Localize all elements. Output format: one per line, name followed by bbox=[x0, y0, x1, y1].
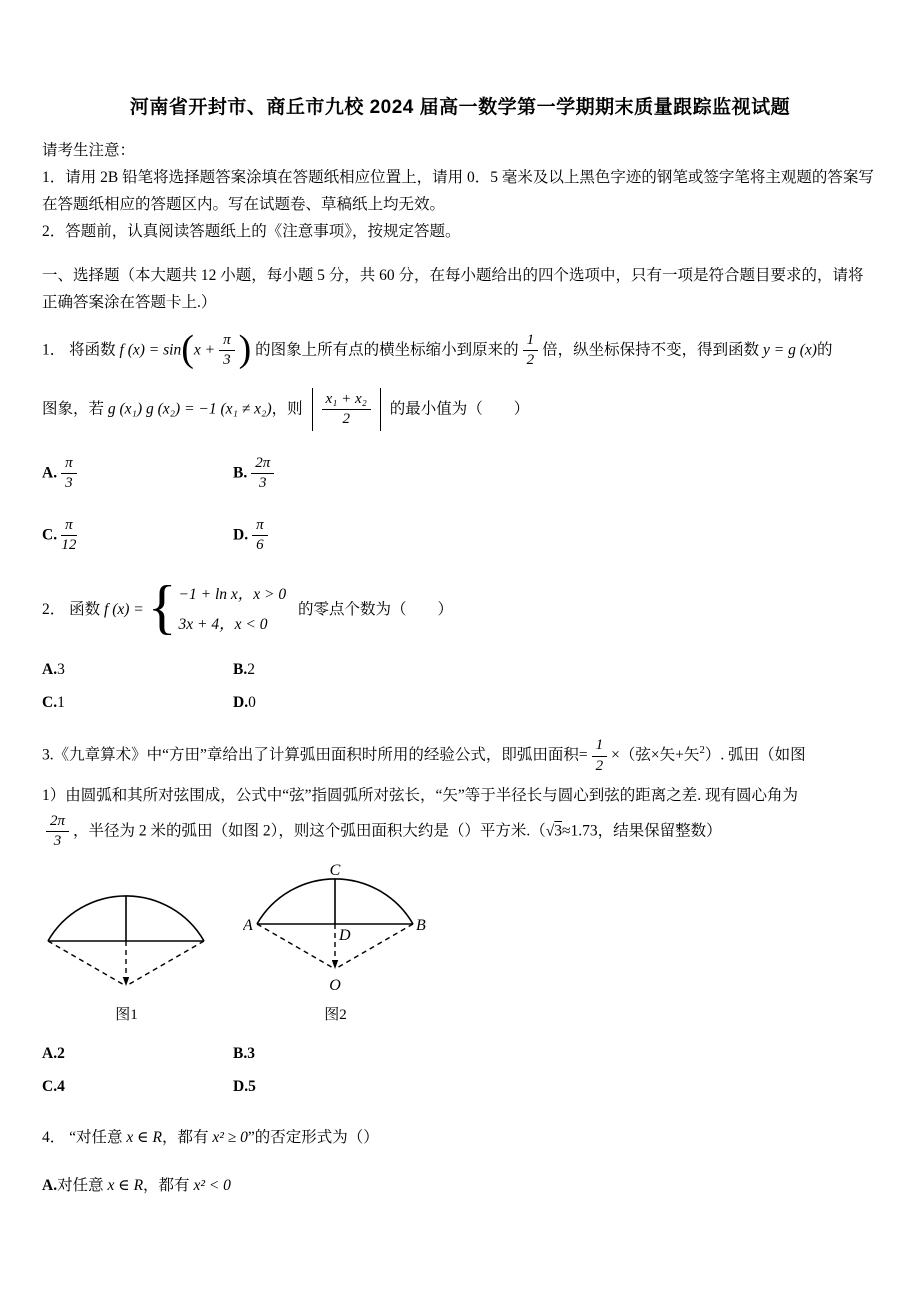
notice-block bbox=[42, 137, 878, 245]
q4a-math-x2lt0: x² < 0 bbox=[193, 1177, 231, 1195]
question-3-line-1 bbox=[42, 737, 878, 775]
q4-text: 4． “对任意 bbox=[42, 1129, 123, 1147]
q1-text: ，则 bbox=[271, 399, 303, 417]
question-3-line-2 bbox=[42, 783, 878, 805]
figure-2-drawing bbox=[243, 864, 428, 996]
q3-text: 1）由圆弧和其所对弦围成，公式中“弦”指圆弧所对弦长，“矢”等于半径长与圆心到弦的距离之差. 现有圆心角为 bbox=[42, 786, 799, 804]
fraction: $\frac{\pi}{12}$ bbox=[61, 516, 77, 553]
q1-text: 的图象上所有点的横坐标缩小到原来的 bbox=[255, 341, 519, 359]
label-C: C bbox=[329, 864, 341, 880]
q3-text: 3.《九章算术》中“方田”章给出了计算弧田面积时所用的经验公式，即弧田面积= bbox=[42, 746, 588, 764]
question-1 bbox=[42, 327, 878, 554]
notice-head: 请考生注意： bbox=[42, 142, 136, 159]
radius-dashed-right bbox=[126, 941, 204, 986]
question-2 bbox=[42, 574, 878, 713]
radius-dashed-left bbox=[257, 924, 335, 969]
q1-text: 1． 将函数 bbox=[42, 341, 116, 359]
figure-1-caption: 图1 bbox=[115, 1007, 138, 1024]
q1-text: 倍，纵坐标保持不变，得到函数 bbox=[542, 341, 760, 359]
q1-text: 的 bbox=[816, 341, 833, 359]
option-value: 3 bbox=[247, 1045, 255, 1063]
radius-dashed-left bbox=[48, 941, 126, 986]
piecewise-cases bbox=[179, 580, 287, 640]
page-title: 河南省开封市、商丘市九校 2024 届高一数学第一学期期末质量跟踪监视试题 bbox=[129, 97, 791, 118]
label-B: B bbox=[416, 917, 426, 935]
fraction-2pi-3: $\frac{2\pi}{3}$ bbox=[46, 813, 69, 851]
absolute-value bbox=[312, 388, 381, 432]
q1-math-gx1gx2: g (x₁) g (x₂) = −1 (x₁ ≠ x₂) bbox=[107, 399, 272, 417]
q2-text: 的零点个数为（ ） bbox=[298, 600, 454, 618]
q4-math-xinR: x ∈ R bbox=[126, 1129, 162, 1147]
q1-math-xplus: x + bbox=[193, 341, 216, 359]
fraction: $\frac{\pi}{3}$ bbox=[61, 455, 77, 493]
section-heading: 一、选择题（本大题共 12 小题，每小题 5 分，共 60 分，在每小题给出的四个选项中，只有一项是符合题目要求的，请将正确答案涂在答题卡上.） bbox=[42, 267, 864, 311]
option-b: B. $\frac{2\pi}{3}$ bbox=[233, 455, 278, 493]
option-value: 4 bbox=[57, 1078, 65, 1096]
option-d: D.0 bbox=[233, 694, 256, 712]
q4a-text: ，都有 bbox=[143, 1177, 190, 1195]
question-1-line-2 bbox=[42, 388, 878, 432]
option-d: D. $\frac{\pi}{6}$ bbox=[233, 517, 278, 555]
arrowhead-down bbox=[332, 960, 338, 969]
question-4 bbox=[42, 1125, 878, 1195]
option-b: B.3 bbox=[233, 1045, 255, 1063]
q4a-math-xinR: x ∈ R bbox=[107, 1177, 144, 1195]
fraction: $\frac{2\pi}{3}$ bbox=[251, 455, 274, 493]
question-2-options bbox=[42, 660, 878, 713]
q1-math-ygx: y = g (x) bbox=[763, 341, 817, 359]
figure-2 bbox=[243, 864, 428, 1024]
q3-text: ≈1.73，结果保留整数） bbox=[562, 822, 722, 840]
figure-1-drawing bbox=[44, 881, 209, 996]
fraction-x1x2-2: $\frac{\text{x₁ + x₂}}{2}$ bbox=[322, 391, 371, 429]
radicand: 3 bbox=[554, 822, 563, 840]
q1-math-fx: f (x) = sin bbox=[119, 341, 182, 359]
option-a: A.2 bbox=[42, 1045, 65, 1063]
option-b: B.2 bbox=[233, 661, 255, 679]
option-value: 3 bbox=[57, 661, 65, 679]
option-value: 5 bbox=[248, 1078, 256, 1096]
q1-text: 的最小值为（ ） bbox=[389, 399, 530, 417]
question-3-options bbox=[42, 1044, 878, 1097]
notice-item-2: 2．答题前，认真阅读答题纸上的《注意事项》，按规定答题。 bbox=[42, 223, 461, 240]
question-4-line bbox=[42, 1125, 878, 1147]
question-1-line-1 bbox=[42, 327, 878, 370]
figure-1 bbox=[44, 881, 209, 1024]
fraction-pi-3: $\frac{\pi}{3}$ bbox=[219, 332, 235, 370]
q2-math-fx: f (x) = bbox=[104, 600, 144, 618]
q4-math-x2ge0: x² ≥ 0 bbox=[212, 1129, 248, 1147]
question-3 bbox=[42, 737, 878, 1097]
case-2: 3x + 4，x < 0 bbox=[178, 616, 268, 634]
option-c: C. $\frac{\pi}{12}$ bbox=[42, 516, 77, 553]
figures-row bbox=[44, 864, 878, 1024]
q4-text: ，都有 bbox=[161, 1129, 209, 1147]
superscript-2: 2 bbox=[699, 744, 705, 757]
option-d: D.5 bbox=[233, 1078, 256, 1096]
option-a: A. $\frac{\pi}{3}$ bbox=[42, 455, 233, 493]
question-2-line bbox=[42, 574, 878, 641]
q3-text: ）. 弧田（如图 bbox=[704, 746, 806, 764]
q4a-text: 对任意 bbox=[57, 1177, 104, 1195]
option-value: 2 bbox=[247, 661, 255, 679]
q3-text: ×（弦×矢+矢 bbox=[611, 746, 700, 764]
radical-sign: √ bbox=[545, 822, 555, 840]
fraction: $\frac{\pi}{6}$ bbox=[252, 517, 268, 555]
label-O: O bbox=[329, 977, 341, 995]
option-value: 2 bbox=[57, 1045, 65, 1063]
q2-text: 2． 函数 bbox=[42, 600, 101, 618]
q1-text: 图象，若 bbox=[42, 399, 105, 417]
label-A: A bbox=[243, 917, 253, 935]
question-1-options bbox=[42, 455, 878, 554]
right-paren: ) bbox=[238, 327, 252, 370]
q3-text: ，半径为 2 米的弧田（如图 2），则这个弧田面积大约是（）平方米.（ bbox=[73, 822, 546, 840]
notice-item-1: 1．请用 2B 铅笔将选择题答案涂填在答题纸相应位置上，请用 0．5 毫米及以上黑色字迹的钢笔或签字笔将主观题的答案写在答题纸相应的答题区内。写在试题卷、草稿纸上均无效。 bbox=[42, 169, 874, 213]
option-value: 0 bbox=[248, 694, 256, 712]
option-value: 1 bbox=[57, 694, 65, 712]
label-D: D bbox=[339, 927, 351, 945]
arrowhead-down bbox=[123, 977, 129, 986]
option-a: A.3 bbox=[42, 661, 65, 679]
left-brace: { bbox=[147, 574, 177, 641]
case-1: −1 + ln x，x > 0 bbox=[178, 586, 287, 603]
fraction-1-2: $\frac{1}{2}$ bbox=[592, 737, 608, 775]
question-3-line-3 bbox=[42, 813, 878, 851]
figure-2-caption: 图2 bbox=[324, 1007, 347, 1024]
option-c: C.4 bbox=[42, 1078, 65, 1096]
q4-text: ”的否定形式为（） bbox=[247, 1129, 379, 1147]
option-c: C.1 bbox=[42, 694, 65, 712]
left-paren: ( bbox=[181, 327, 194, 370]
fraction-1-2: $\frac{1}{2}$ bbox=[523, 332, 539, 370]
question-4-option-a: A.对任意 x ∈ R，都有 x² < 0 bbox=[42, 1177, 231, 1195]
